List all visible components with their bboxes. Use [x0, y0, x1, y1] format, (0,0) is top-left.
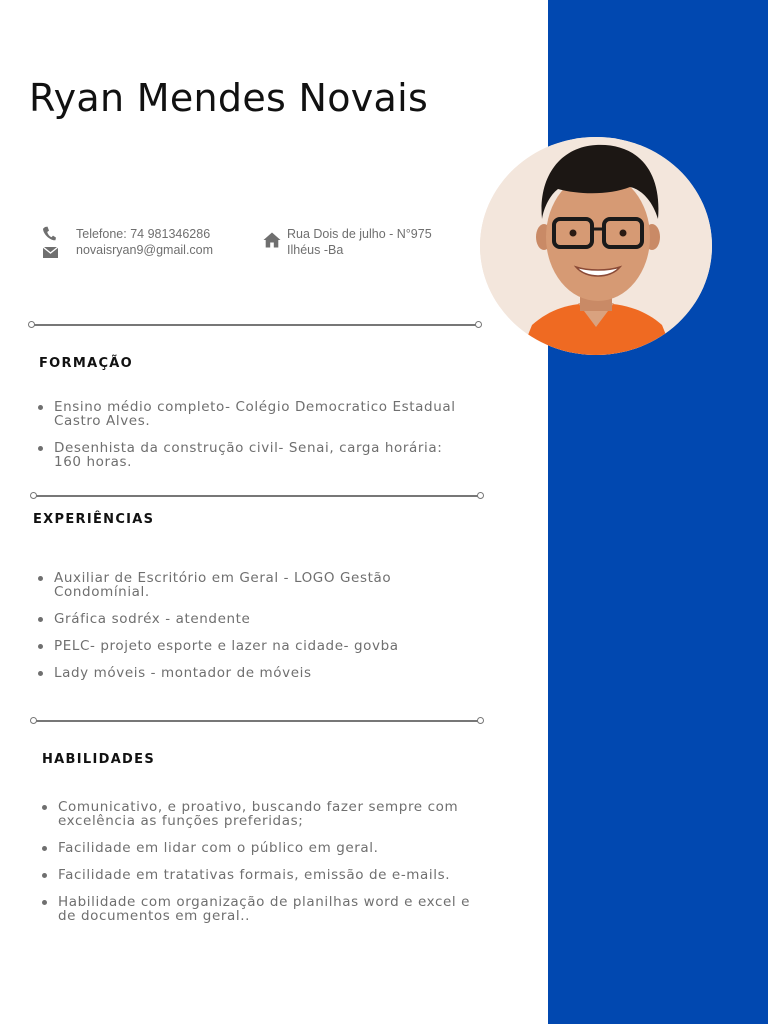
section-title-formacao: FORMAÇÃO [39, 356, 133, 371]
list-item: Auxiliar de Escritório em Geral - LOGO Gestão Condomínial. [36, 571, 466, 599]
list-item: Desenhista da construção civil- Senai, carga horária: 160 horas. [36, 441, 466, 469]
divider-1 [34, 324, 476, 326]
list-item: Facilidade em tratativas formais, emissão de e-mails. [40, 868, 480, 882]
formacao-list [36, 400, 466, 469]
divider-3 [36, 720, 478, 722]
experiencias-list [36, 571, 466, 680]
list-item: Lady móveis - montador de móveis [36, 666, 466, 680]
habilidades-list [40, 800, 480, 923]
divider-2 [36, 495, 478, 497]
list-item: PELC- projeto esporte e lazer na cidade- govba [36, 639, 466, 653]
address-line-1: Rua Dois de julho - N°975 [287, 227, 432, 241]
list-item: Comunicativo, e proativo, buscando fazer sempre com excelência as funções preferidas; [40, 800, 480, 828]
home-icon [263, 232, 281, 248]
list-item: Ensino médio completo- Colégio Democratico Estadual Castro Alves. [36, 400, 466, 428]
list-item: Habilidade com organização de planilhas word e excel e de documentos em geral.. [40, 895, 480, 923]
email-text: novaisryan9@gmail.com [76, 243, 214, 257]
email-icon [43, 247, 58, 258]
section-title-experiencias: EXPERIÊNCIAS [33, 512, 155, 527]
address-line-2: Ilhéus -Ba [287, 243, 344, 257]
phone-text: Telefone: 74 981346286 [76, 227, 211, 241]
page-title: Ryan Mendes Novais [29, 76, 429, 120]
contact-phone-email [76, 226, 213, 258]
section-title-habilidades: HABILIDADES [42, 752, 155, 767]
list-item: Gráfica sodréx - atendente [36, 612, 466, 626]
phone-icon [42, 226, 56, 242]
profile-photo [480, 137, 712, 355]
contact-address [287, 226, 432, 258]
list-item: Facilidade em lidar com o público em geral. [40, 841, 480, 855]
portrait-illustration [480, 137, 712, 355]
